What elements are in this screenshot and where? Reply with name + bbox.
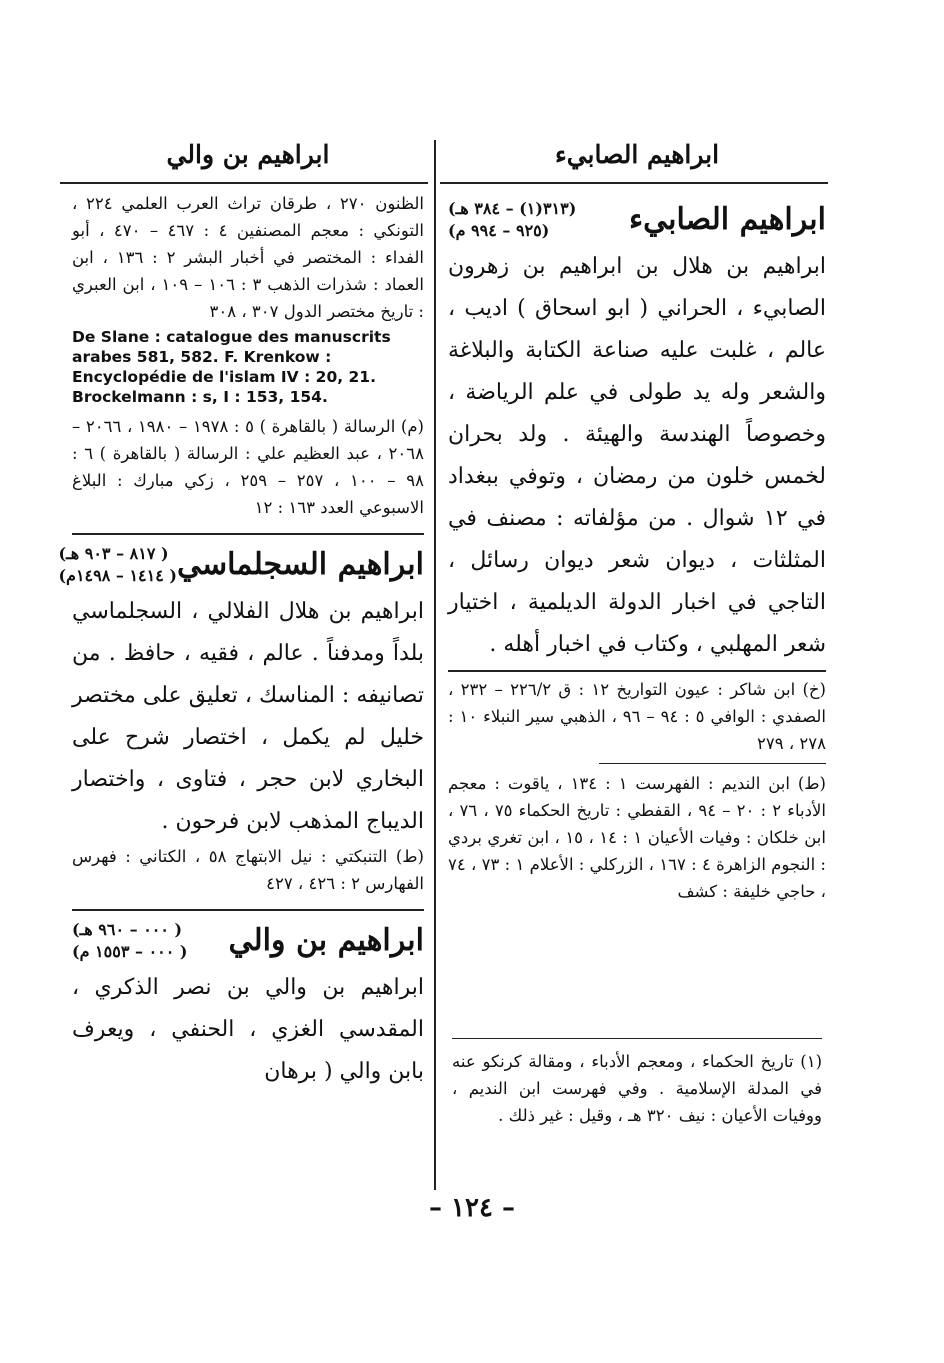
latin-sources: De Slane : catalogue des manuscrits arabes 581, 582. F. Krenkow : Encyclopédie de l'islam IV : 20, 21. Brockelmann : s, I : 153, 154. bbox=[72, 328, 391, 406]
header-rule-left bbox=[60, 182, 428, 184]
section-separator bbox=[72, 533, 424, 535]
running-header-right: ابراهيم الصابيء bbox=[554, 140, 720, 169]
section-separator bbox=[448, 670, 826, 672]
dates-gregorian: ( ١٤١٤ – ١٤٩٨م) bbox=[58, 566, 177, 585]
page-number: – ١٢٤ – bbox=[428, 1193, 516, 1223]
entry-dates bbox=[72, 919, 187, 963]
entry-body: ابراهيم بن هلال الفلالي ، السجلماسي بلداً ومدفناً . عالم ، فقيه ، حافظ . من تصانيفه : المناسك ، تعليق على مختصر خليل لم يكمل ، اختصار شرح على البخاري لابن حجر ، فتاوى ، واختصار الديباج المذهب لابن فرحون . bbox=[72, 599, 424, 834]
footnote-rule bbox=[452, 1038, 822, 1039]
sources-manuscripts: (خ) ابن شاكر : عيون التواريخ ١٢ : ق ٢٢٦/٢ – ٢٣٢ ، الصفدي : الوافي ٥ : ٩٤ – ٩٦ ، الذهبي سير النبلاء ١٠ : ٢٧٨ ، ٢٧٩ bbox=[448, 680, 826, 753]
entry-body: ابراهيم بن هلال بن ابراهيم بن زهرون الصابيء ، الحراني ( ابو اسحاق ) اديب ، عالم ، غلبت عليه صناعة الكتابة والبلاغة والشعر وله يد طولى في علم الرياضة ، وخصوصاً الهندسة والهيئة . ولد بحران لخمس خلون من رمضان ، وتوفي ببغداد في ١٢ شوال . من مؤلفاته : مصنف في المثلثات ، ديوان شعر ديوان رسائل ، التاجي في اخبار الدولة الديلمية ، اختيار شعر المهلبي ، وكتاب في اخبار أهله . bbox=[448, 254, 827, 657]
entry-name: ابراهيم السجلماسي bbox=[176, 547, 424, 582]
dates-gregorian: ( ٠٠٠ – ١٥٥٣ م) bbox=[72, 942, 188, 961]
section-separator bbox=[72, 909, 424, 911]
entry-name: ابراهيم الصابيء bbox=[629, 202, 826, 237]
entry-name: ابراهيم بن والي bbox=[228, 923, 424, 958]
entry-heading-sabi bbox=[448, 198, 826, 242]
dates-hijri: (٣١٣(١) – ٣٨٤ هـ) bbox=[448, 199, 577, 218]
dates-hijri: ( ٨١٧ – ٩٠٣ هـ) bbox=[58, 544, 169, 563]
short-separator bbox=[599, 763, 826, 764]
entry-dates bbox=[448, 198, 576, 242]
column-divider bbox=[434, 140, 436, 1190]
entry-heading-sijilmasi bbox=[58, 543, 424, 587]
footnote: (١) تاريخ الحكماء ، ومعجم الأدباء ، ومقالة كرنكو عنه في المدلة الإسلامية . وفي فهرست ابن النديم ، ووفيات الأعيان : نيف ٣٢٠ هـ ، وقيل : غير ذلك . bbox=[452, 1052, 822, 1125]
sources-printed: (ط) ابن النديم : الفهرست ١ : ١٣٤ ، ياقوت : معجم الأدباء ٢ : ٢٠ – ٩٤ ، القفطي : تاريخ الحكماء ٧٥ ، ٧٦ ، ابن خلكان : وفيات الأعيان ١ : ١٤ ، ١٥ ، ابن تغري بردي : النجوم الزاهرة ٤ : ١٦٧ ، الزركلي : الأعلام ١ : ٧٣ ، ٧٤ ، حاجي خليفة : كشف bbox=[448, 774, 826, 901]
running-header-left: ابراهيم بن والي bbox=[166, 140, 330, 169]
entry-heading-ibn-wali bbox=[72, 919, 424, 963]
entry-sources: (ط) التنبكتي : نيل الابتهاج ٥٨ ، الكتاني : فهرس الفهارس ٢ : ٤٢٦ ، ٤٢٧ bbox=[72, 847, 424, 893]
entry-dates bbox=[58, 543, 177, 587]
dates-hijri: ( ٠٠٠ – ٩٦٠ هـ) bbox=[72, 920, 183, 939]
continued-sources: الظنون ٢٧٠ ، طرقان تراث العرب العلمي ٢٢٤ ، التونكي : معجم المصنفين ٤ : ٤٦٧ – ٤٧٠ ، أبو الفداء : المختصر في أخبار البشر ٢ : ١٣٦ ، ابن العماد : شذرات الذهب ٣ : ١٠٦ – ١٠٩ ، ابن العبري : تاريخ مختصر الدول ٣٠٧ ، ٣٠٨ bbox=[72, 194, 424, 321]
periodical-sources: (م) الرسالة ( بالقاهرة ) ٥ : ١٩٧٨ – ١٩٨٠ ، ٢٠٦٦ – ٢٠٦٨ ، عبد العظيم علي : الرسالة ( بالقاهرة ) ٦ : ٩٨ – ١٠٠ ، ٢٥٧ – ٢٥٩ ، زكي مبارك : البلاغ الاسبوعي العدد ١٦٣ : ١٢ bbox=[72, 417, 424, 517]
header-rule-right bbox=[440, 182, 828, 184]
dates-gregorian: (٩٢٥ – ٩٩٤ م) bbox=[448, 221, 550, 240]
entry-body: ابراهيم بن والي بن نصر الذكري ، المقدسي الغزي ، الحنفي ، ويعرف بابن والي ( برهان bbox=[72, 975, 424, 1084]
